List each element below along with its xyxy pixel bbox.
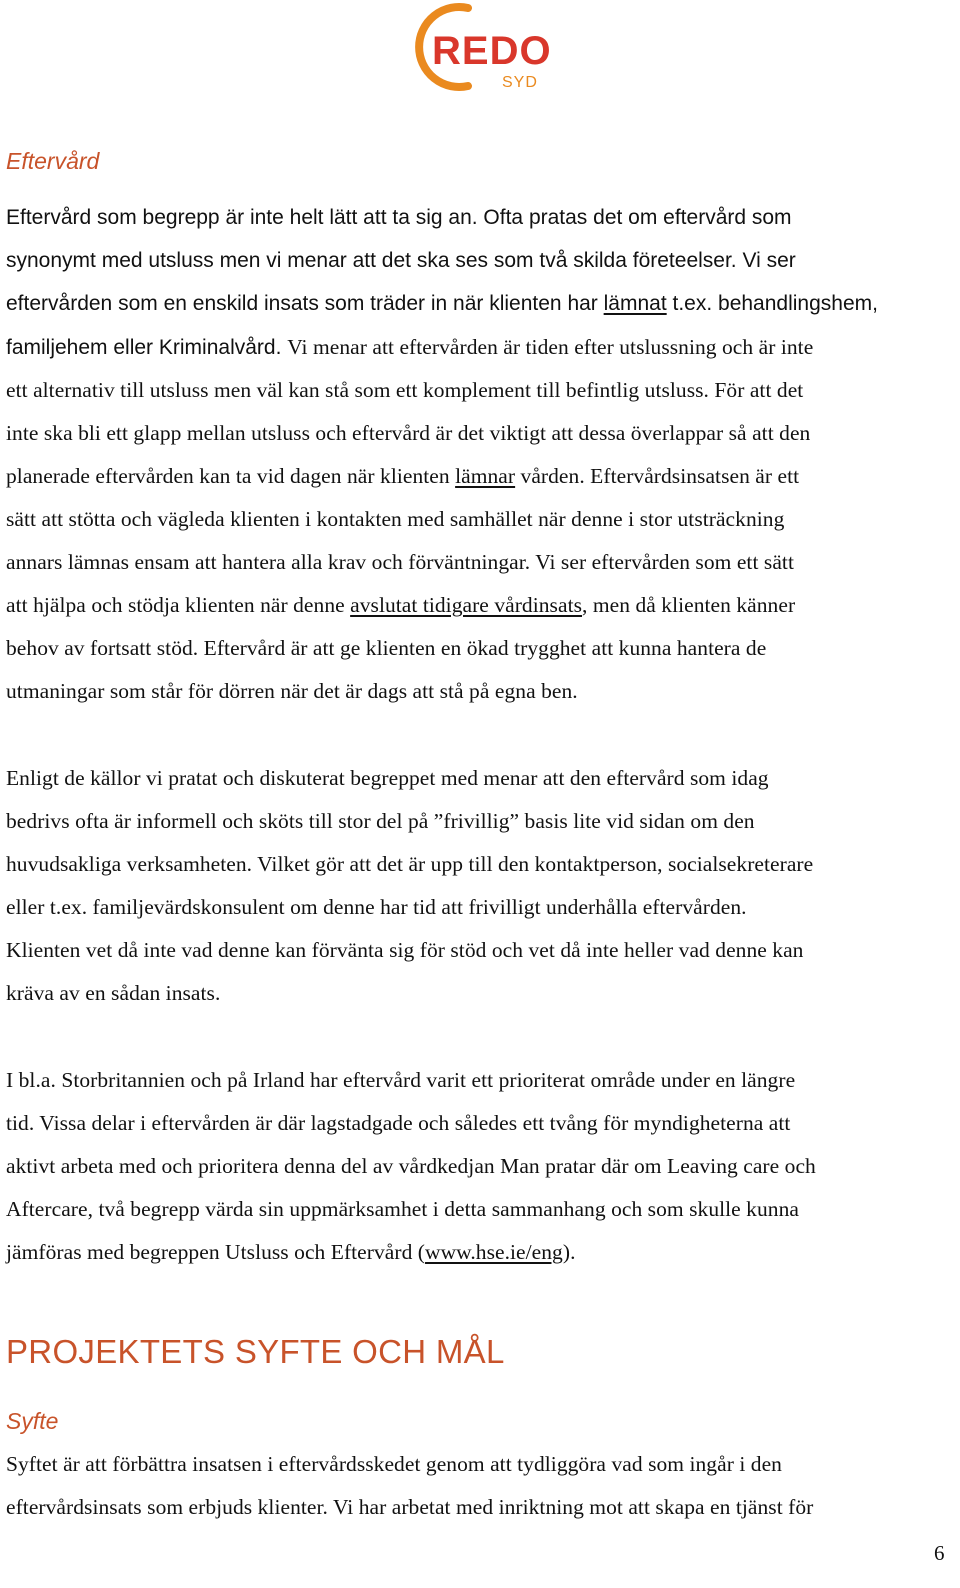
paragraph-line: kräva av en sådan insats. xyxy=(6,981,221,1005)
paragraph-line: eller t.ex. familjevärdskonsulent om denne har tid att frivilligt underhålla eftervården. xyxy=(6,895,747,919)
paragraph-line: ett alternativ till utsluss men väl kan stå som ett komplement till befintlig utsluss. För att det xyxy=(6,378,804,402)
page-number: 6 xyxy=(934,1541,945,1565)
paragraph-line: behov av fortsatt stöd. Eftervård är att ge klienten en ökad trygghet att kunna hantera de xyxy=(6,636,767,660)
hse-link[interactable]: www.hse.ie/eng xyxy=(425,1240,563,1264)
section-heading-projektets-syfte: PROJEKTETS SYFTE OCH MÅL xyxy=(6,1333,505,1370)
paragraph-line: inte ska bli ett glapp mellan utsluss och eftervård är det viktigt att dessa överlappar så att den xyxy=(6,421,811,445)
paragraph-line: Enligt de källor vi pratat och diskuterat begreppet med menar att den eftervård som idag xyxy=(6,766,769,790)
paragraph-line: synonymt med utsluss men vi menar att det ska ses som två skilda företeelser. Vi ser xyxy=(6,249,796,272)
paragraph-line: tid. Vissa delar i eftervården är där lagstadgade och således ett tvång för myndigheterna att xyxy=(6,1111,791,1135)
paragraph-line: familjehem eller Kriminalvård. Vi menar att eftervården är tiden efter utslussning och är inte xyxy=(6,335,814,359)
paragraph-line: Klienten vet då inte vad denne kan förvänta sig för stöd och vet då inte heller vad denne kan xyxy=(6,938,804,962)
paragraph-line: aktivt arbeta med och prioritera denna del av vårdkedjan Man pratar där om Leaving care och xyxy=(6,1154,816,1178)
logo-text-sub: SYD xyxy=(502,74,538,91)
paragraph-line: Syftet är att förbättra insatsen i eftervårdsskedet genom att tydliggöra vad som ingår i den xyxy=(6,1452,782,1476)
paragraph-line: eftervården som en enskild insats som träder in när klienten har lämnat t.ex. behandlingshem, xyxy=(6,292,878,315)
underlined-word: lämnat xyxy=(603,292,667,315)
paragraph-line: utmaningar som står för dörren när det är dags att stå på egna ben. xyxy=(6,679,578,703)
paragraph-line: jämföras med begreppen Utsluss och Eftervård (www.hse.ie/eng). xyxy=(6,1240,576,1264)
credo-syd-logo xyxy=(406,2,562,94)
subheading-syfte: Syfte xyxy=(6,1408,59,1434)
paragraph-line: att hjälpa och stödja klienten när denne avslutat tidigare vårdinsats, men då klienten känner xyxy=(6,593,796,617)
underlined-word: lämnar xyxy=(455,464,516,488)
logo-text-main: REDO xyxy=(432,29,552,73)
paragraph-line: eftervårdsinsats som erbjuds klienter. Vi har arbetat med inriktning mot att skapa en tjänst för xyxy=(6,1495,814,1519)
paragraph-line: bedrivs ofta är informell och sköts till stor del på ”frivillig” basis lite vid sidan om den xyxy=(6,809,755,833)
paragraph-line: huvudsakliga verksamheten. Vilket gör att det är upp till den kontaktperson, socialsekreterare xyxy=(6,852,814,876)
paragraph-line: sätt att stötta och vägleda klienten i kontakten med samhället när denne i stor utsträckning xyxy=(6,507,785,531)
section-heading-eftervard: Eftervård xyxy=(6,148,100,174)
paragraph-line: planerade eftervården kan ta vid dagen när klienten lämnar vården. Eftervårdsinsatsen är ett xyxy=(6,464,800,488)
underlined-phrase: avslutat tidigare vårdinsats xyxy=(350,593,583,617)
paragraph-line: Aftercare, två begrepp värda sin uppmärksamhet i detta sammanhang och som skulle kunna xyxy=(6,1197,799,1221)
paragraph-line: I bl.a. Storbritannien och på Irland har eftervård varit ett prioriterat område under en längre xyxy=(6,1068,796,1092)
paragraph-line: Eftervård som begrepp är inte helt lätt att ta sig an. Ofta pratas det om eftervård som xyxy=(6,206,792,229)
paragraph-line: annars lämnas ensam att hantera alla krav och förväntningar. Vi ser eftervården som ett sätt xyxy=(6,550,794,574)
